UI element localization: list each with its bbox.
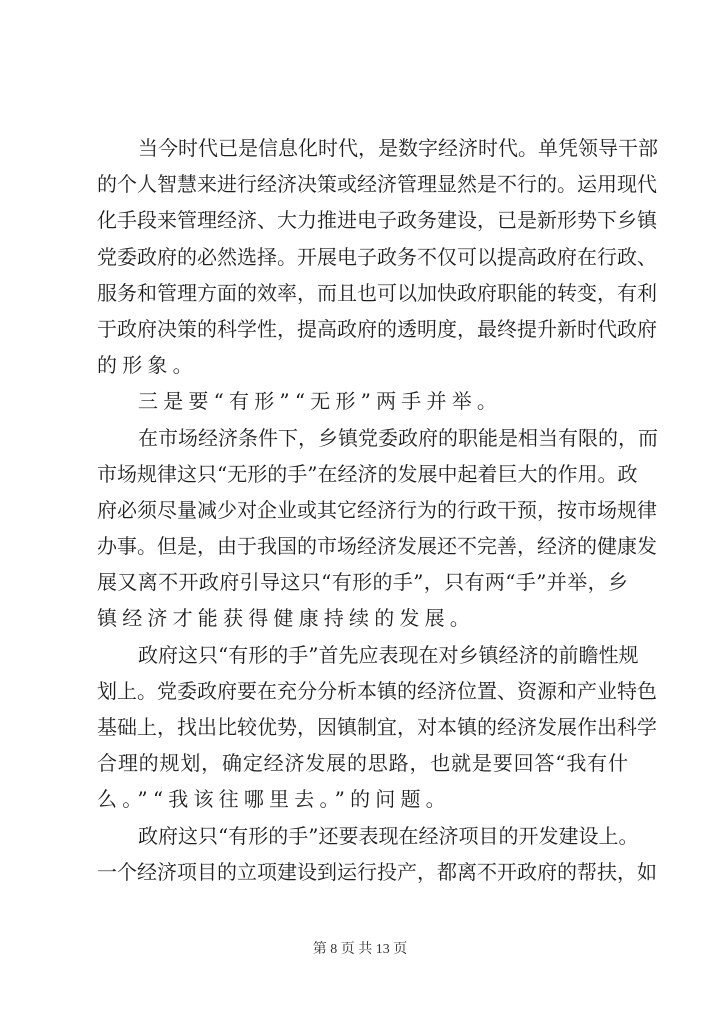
text-line: 在市场经济条件下，乡镇党委政府的职能是相当有限的，而: [138, 425, 658, 450]
text-line: 府必须尽量减少对企业或其它经济行为的行政干预，按市场规律: [97, 497, 657, 522]
paragraph-5: [97, 818, 657, 890]
text-line: 三是要“有形”“无形”两手并举。: [138, 389, 503, 414]
text-line: 政府这只“有形的手”还要表现在经济项目的开发建设上。: [138, 823, 639, 848]
text-line: 镇经济才能获得健康持续的发展。: [97, 606, 475, 631]
page-number-footer: 第 8 页 共 13 页: [312, 942, 408, 957]
text-line: 政府这只“有形的手”首先应表现在对乡镇经济的前瞻性规: [138, 642, 639, 667]
paragraph-2-heading: [97, 383, 628, 419]
text-line: 化手段来管理经济、大力推进电子政务建设，已是新形势下乡镇: [97, 208, 657, 233]
text-line: 么。”“我该往哪里去。”的问题。: [97, 787, 451, 812]
text-line: 党委政府的必然选择。开展电子政务不仅可以提高政府在行政、: [97, 244, 657, 269]
text-line: 一个经济项目的立项建设到运行投产，都离不开政府的帮扶，如: [97, 859, 657, 884]
paragraph-1: [97, 130, 658, 383]
text-line: 划上。党委政府要在充分分析本镇的经济位置、资源和产业特色: [97, 678, 657, 703]
text-line: 当今时代已是信息化时代，是数字经济时代。单凭领导干部: [138, 136, 658, 160]
text-line: 合理的规划，确定经济发展的思路，也就是要回答“我有什: [97, 751, 628, 776]
text-line: 于政府决策的科学性，提高政府的透明度，最终提升新时代政府: [97, 316, 657, 341]
text-line: 的个人智慧来进行经济决策或经济管理显然是不行的。运用现代: [97, 172, 657, 197]
document-body: [97, 130, 658, 890]
text-line: 办事。但是，由于我国的市场经济发展还不完善，经济的健康发: [97, 534, 657, 559]
text-line: 展又离不开政府引导这只“有形的手”，只有两“手”并举，乡: [97, 570, 628, 595]
text-line: 的形象。: [97, 353, 198, 378]
paragraph-3: [97, 420, 658, 637]
text-line: 基础上，找出比较优势，因镇制宜，对本镇的经济发展作出科学: [97, 715, 657, 739]
text-line: 服务和管理方面的效率，而且也可以加快政府职能的转变，有利: [97, 280, 657, 305]
paragraph-4: [97, 637, 657, 818]
text-line: 市场规律这只“无形的手”在经济的发展中起着巨大的作用。政: [97, 461, 638, 486]
